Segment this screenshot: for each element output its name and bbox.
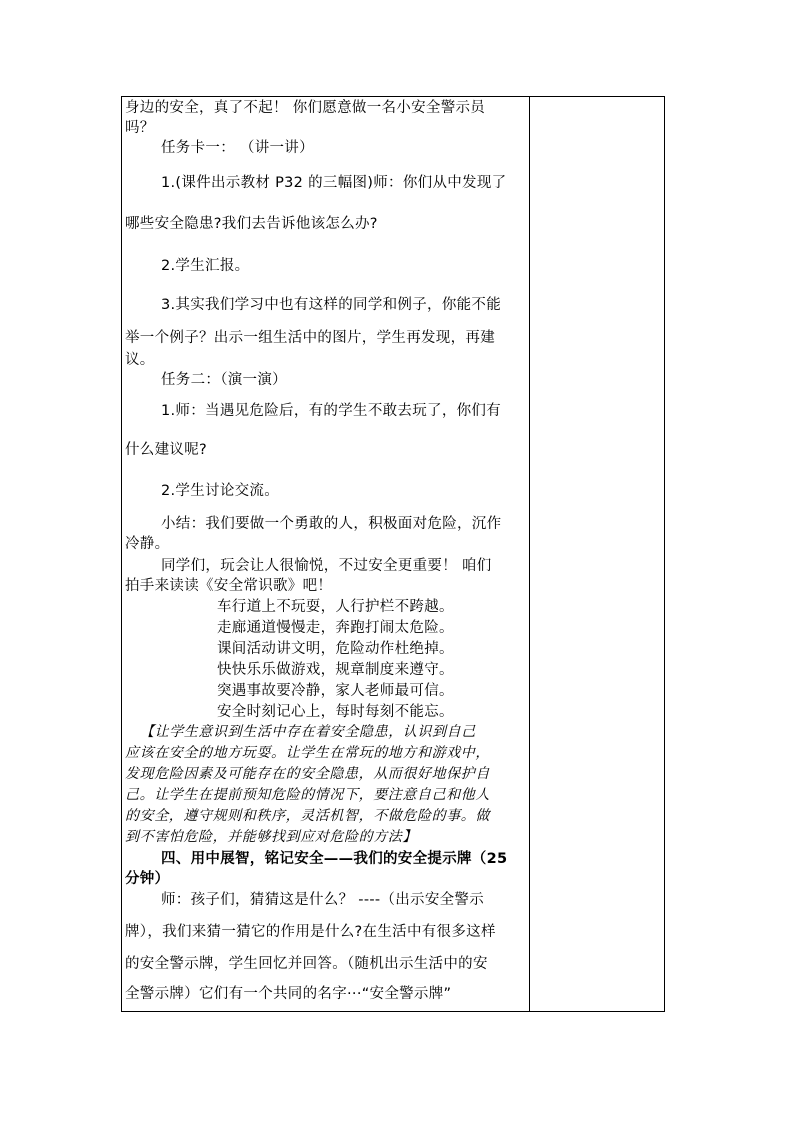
- text-line: 1.师：当遇见危险后，有的学生不敢去玩了，你们有: [161, 403, 502, 419]
- task-two-heading: 任务二：（演一演）: [161, 372, 287, 388]
- lesson-table: [121, 96, 665, 1012]
- text-line: 牌），我们来猜一猜它的作用是什么?在生活中有很多这样: [125, 924, 496, 940]
- teaching-note-line: 到不害怕危险，并能够找到应对危险的方法】: [125, 829, 417, 845]
- teaching-note-line: 【让学生意识到生活中存在着安全隐患，认识到自己: [140, 724, 476, 740]
- text-line: 身边的安全，真了不起！ 你们愿意做一名小安全警示员: [125, 100, 486, 116]
- teaching-note-line: 的安全，遵守规则和秩序，灵活机智，不做危险的事。做: [125, 808, 490, 824]
- text-line: 同学们，玩会让人很愉悦，不过安全更重要！ 咱们: [161, 558, 492, 574]
- poem-line: 快快乐乐做游戏，规章制度来遵守。: [217, 662, 454, 678]
- text-line: 吗？: [125, 120, 155, 136]
- text-line: 什么建议呢?: [125, 442, 207, 458]
- text-line: 举一个例子？出示一组生活中的图片，学生再发现，再建: [125, 330, 495, 346]
- text-line: 的安全警示牌，学生回忆并回答。（随机出示生活中的安: [125, 956, 488, 972]
- summary-line: 小结：我们要做一个勇敢的人，积极面对危险，沉作: [161, 516, 502, 532]
- poem-line: 安全时刻记心上，每时每刻不能忘。: [217, 704, 454, 720]
- text-line: 师：孩子们，猜猜这是什么？ ----（出示安全警示: [161, 892, 485, 908]
- teaching-note-line: 己。让学生在提前预知危险的情况下，要注意自己和他人: [125, 787, 490, 803]
- poem-line: 突遇事故要冷静，家人老师最可信。: [217, 683, 454, 699]
- text-line: 3.其实我们学习中也有这样的同学和例子，你能不能: [161, 297, 502, 313]
- notes-cell: [530, 97, 664, 1011]
- task-card-one-heading: 任务卡一： （讲一讲）: [161, 140, 314, 156]
- section-four-heading-cont: 分钟）: [125, 871, 170, 887]
- text-line: 拍手来读读《安全常识歌》吧！: [125, 578, 333, 594]
- poem-line: 课间活动讲文明，危险动作杜绝掉。: [217, 641, 454, 657]
- teaching-note-line: 应该在安全的地方玩耍。让学生在常玩的地方和游戏中，: [125, 745, 490, 761]
- poem-line: 车行道上不玩耍，人行护栏不跨越。: [217, 599, 454, 615]
- text-line: 2.学生汇报。: [161, 258, 250, 274]
- text-line: 议。: [125, 352, 155, 368]
- section-four-heading: 四、用中展智，铭记安全——我们的安全提示牌（25: [161, 851, 508, 867]
- text-line: 1.(课件出示教材 P32 的三幅图)师：你们从中发现了: [161, 175, 507, 191]
- lesson-content-cell: [122, 97, 529, 1011]
- text-line: 哪些安全隐患?我们去告诉他该怎么办?: [125, 216, 378, 232]
- poem-line: 走廊通道慢慢走，奔跑打闹太危险。: [217, 620, 454, 636]
- text-line: 全警示牌）它们有一个共同的名字···“安全警示牌”: [125, 986, 452, 1002]
- text-line: 冷静。: [125, 536, 170, 552]
- text-line: 2.学生讨论交流。: [161, 483, 280, 499]
- teaching-note-line: 发现危险因素及可能存在的安全隐患，从而很好地保护自: [125, 766, 490, 782]
